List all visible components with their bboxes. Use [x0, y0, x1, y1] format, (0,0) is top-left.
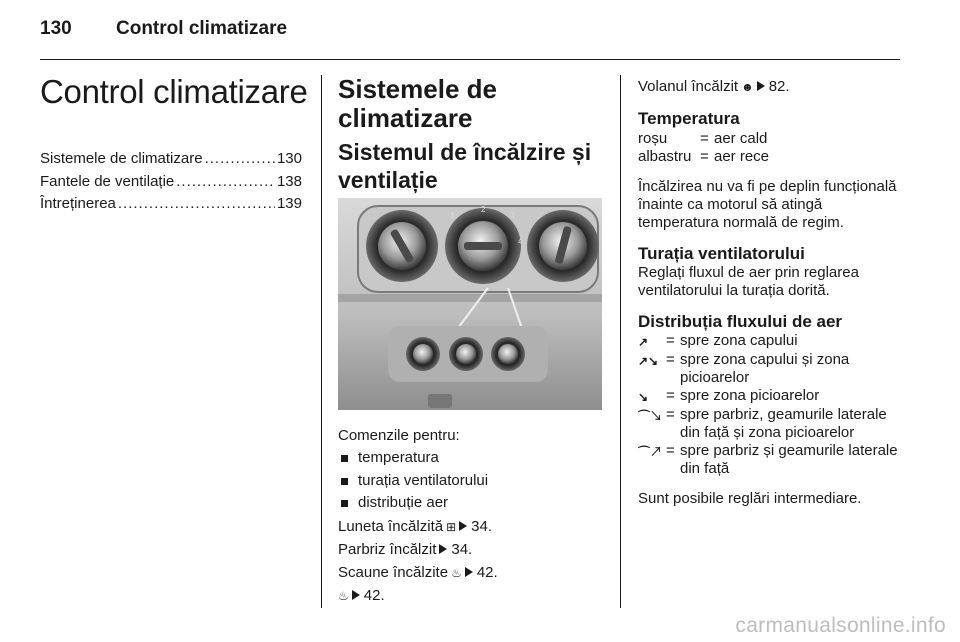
equals-sign: =	[666, 406, 675, 423]
zoom-temperature-knob	[366, 210, 438, 282]
distribution-row	[638, 442, 900, 478]
distribution-value: spre zona capului și zona picioarelor	[680, 351, 850, 386]
section-heading: Sistemele de climatizare	[338, 74, 497, 133]
distribution-row	[638, 387, 900, 406]
temperature-value: aer cald	[714, 130, 768, 147]
toc-entry[interactable]	[40, 150, 302, 173]
running-header: Control climatizare	[116, 18, 288, 39]
temperature-key: albastru	[638, 148, 692, 165]
ref-text: Luneta încălzită	[338, 517, 444, 535]
ref-page: 42.	[476, 563, 498, 581]
temperature-row	[638, 130, 900, 148]
heating-note: Încălzirea nu va fi pe deplin funcțională înainte ca motorul să atingă temperatura normală de regim.	[638, 178, 897, 231]
equals-sign: =	[666, 387, 675, 404]
page-number: 130	[40, 18, 72, 39]
ref-text: Scaune încălzite	[338, 563, 449, 581]
steering-wheel-ref[interactable]	[638, 78, 900, 96]
watermark: carmanualsonline.info	[735, 614, 946, 637]
page-ref-arrow-icon	[465, 567, 473, 577]
temperature-value: aer rece	[714, 148, 770, 165]
bullet-square	[341, 455, 348, 462]
fan-scale-1: 1	[450, 211, 455, 220]
fan-scale-4: 4	[518, 237, 523, 246]
seat-heater-icon: ♨	[338, 588, 349, 603]
equals-sign: =	[666, 351, 675, 368]
bullet-text: turația ventilatorului	[358, 471, 489, 489]
equals-sign: =	[700, 130, 709, 147]
toc-entry-page: 130	[276, 150, 302, 167]
ref-page: 42.	[363, 586, 385, 604]
toc-entry-label: Întreținerea	[40, 195, 116, 212]
fan-heading: Turația ventilatorului	[638, 244, 805, 263]
rear-window-ref[interactable]	[338, 515, 600, 538]
bullet-text: temperatura	[358, 449, 439, 466]
ref-text: Volanul încălzit	[638, 78, 739, 95]
ref-page: 34.	[451, 540, 473, 558]
subsection-heading: Sistemul de încălzire și ventilație	[338, 139, 592, 193]
page-ref-arrow-icon	[439, 544, 447, 554]
toc-entry-page: 139	[276, 195, 302, 212]
airflow-windscreen-icon: ⌒↗	[638, 445, 663, 459]
bullet-text: distribuție aer	[358, 494, 449, 511]
climate-control-photo	[338, 198, 602, 410]
ref-text: Parbriz încălzit	[338, 540, 437, 558]
zoom-distribution-knob	[527, 210, 599, 282]
equals-sign: =	[700, 148, 709, 165]
distribution-row	[638, 351, 900, 387]
airflow-head-icon: ↗	[638, 335, 649, 349]
seat-heater-icon: ♨	[451, 565, 462, 580]
windscreen-ref[interactable]	[338, 538, 600, 561]
column-divider-1	[321, 75, 322, 608]
fan-text: Reglați fluxul de aer prin reglarea ventilatorului la turația dorită.	[638, 264, 859, 299]
equals-sign: =	[666, 442, 675, 459]
ref-page: 82.	[768, 78, 790, 95]
header-rule	[40, 59, 900, 60]
ref-page: 34.	[471, 517, 492, 535]
page-ref-arrow-icon	[459, 521, 467, 531]
toc-leader	[176, 173, 275, 190]
climate-details	[638, 78, 900, 508]
distribution-value: spre parbriz și geamurile laterale din față	[680, 442, 898, 477]
intermediate-note: Sunt posibile reglări intermediare.	[638, 490, 862, 507]
temperature-key: roșu	[638, 130, 668, 147]
toc-leader	[118, 195, 275, 212]
toc-entry-page: 138	[276, 172, 302, 190]
airflow-windscreen-feet-icon: ⌒↘	[638, 409, 663, 423]
toc-entry-label: Fantele de ventilație	[40, 172, 175, 190]
distribution-value: spre zona capului	[680, 332, 798, 349]
toc-entry[interactable]	[40, 173, 302, 196]
bullet-square	[341, 478, 348, 485]
toc-entry[interactable]	[40, 195, 302, 218]
seat-heating-ref-2[interactable]	[338, 584, 600, 607]
toc-entry-label: Sistemele de climatizare	[40, 150, 203, 167]
list-item	[338, 492, 600, 515]
heated-steering-wheel-icon: ☻	[741, 80, 754, 94]
distribution-value: spre parbriz, geamurile laterale din față și zona picioarelor	[680, 406, 887, 441]
distribution-heading: Distribuția fluxului de aer	[638, 312, 843, 331]
airflow-feet-icon: ↘	[638, 390, 649, 404]
distribution-row	[638, 332, 900, 351]
temperature-row	[638, 148, 900, 166]
rear-window-heater-icon: ⊞	[446, 519, 457, 534]
fan-scale-3: 3	[510, 211, 515, 220]
column-divider-2	[620, 75, 621, 608]
controls-list	[338, 424, 600, 607]
distribution-row	[638, 406, 900, 442]
page-ref-arrow-icon	[352, 590, 360, 600]
temperature-heading: Temperatura	[638, 109, 740, 128]
distribution-value: spre zona picioarelor	[680, 387, 820, 404]
seat-heating-ref[interactable]	[338, 561, 600, 584]
chapter-toc	[40, 150, 302, 218]
bullet-square	[341, 500, 348, 507]
airflow-head-feet-icon: ↗↘	[638, 354, 659, 368]
chapter-title: Control climatizare	[40, 73, 308, 110]
list-item	[338, 447, 600, 470]
page-ref-arrow-icon	[757, 81, 765, 91]
equals-sign: =	[666, 332, 675, 349]
controls-intro: Comenzile pentru:	[338, 427, 460, 444]
toc-leader	[205, 150, 275, 167]
fan-scale-2: 2	[481, 205, 486, 214]
list-item	[338, 470, 600, 493]
